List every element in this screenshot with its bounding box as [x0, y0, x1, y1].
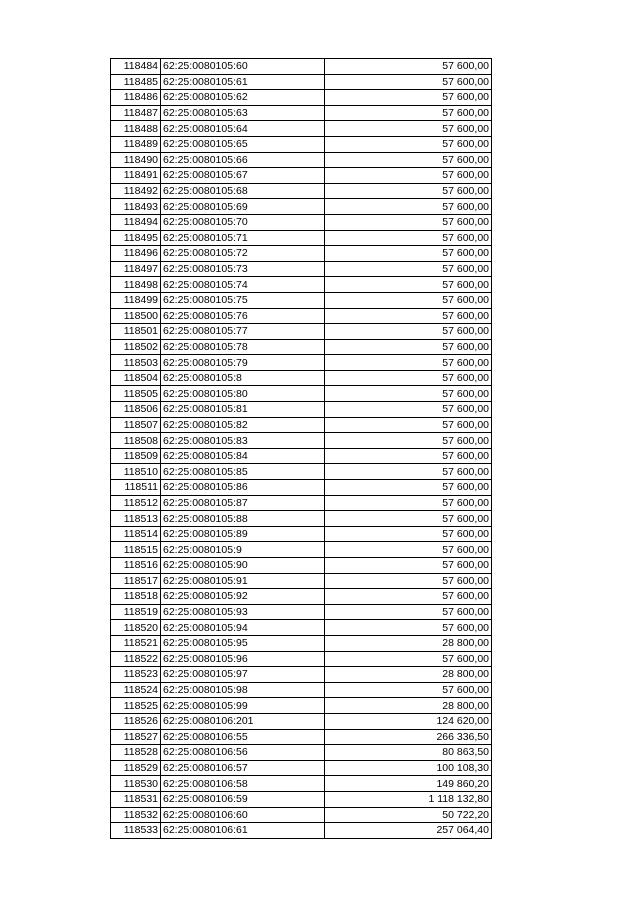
value-cell: 57 600,00	[325, 121, 492, 137]
value-cell: 57 600,00	[325, 292, 492, 308]
row-number-cell: 118499	[111, 292, 161, 308]
cadastral-number-cell: 62:25:0080105:83	[161, 433, 325, 449]
value-cell: 57 600,00	[325, 277, 492, 293]
value-cell: 57 600,00	[325, 90, 492, 106]
value-cell: 57 600,00	[325, 168, 492, 184]
cadastral-number-cell: 62:25:0080105:91	[161, 573, 325, 589]
table-row	[111, 183, 492, 199]
cadastral-number-cell: 62:25:0080105:76	[161, 308, 325, 324]
cadastral-number-cell: 62:25:0080105:95	[161, 635, 325, 651]
cadastral-number-cell: 62:25:0080106:56	[161, 745, 325, 761]
row-number-cell: 118514	[111, 526, 161, 542]
table-row	[111, 667, 492, 683]
value-cell: 57 600,00	[325, 214, 492, 230]
row-number-cell: 118517	[111, 573, 161, 589]
table-row	[111, 589, 492, 605]
row-number-cell: 118526	[111, 713, 161, 729]
table-row	[111, 713, 492, 729]
row-number-cell: 118518	[111, 589, 161, 605]
value-cell: 50 722,20	[325, 807, 492, 823]
row-number-cell: 118525	[111, 698, 161, 714]
value-cell: 57 600,00	[325, 464, 492, 480]
row-number-cell: 118520	[111, 620, 161, 636]
row-number-cell: 118491	[111, 168, 161, 184]
table-row	[111, 105, 492, 121]
row-number-cell: 118504	[111, 370, 161, 386]
value-cell: 57 600,00	[325, 480, 492, 496]
cadastral-number-cell: 62:25:0080105:82	[161, 417, 325, 433]
cadastral-number-cell: 62:25:0080106:59	[161, 791, 325, 807]
cadastral-number-cell: 62:25:0080106:61	[161, 823, 325, 839]
cadastral-number-cell: 62:25:0080105:86	[161, 480, 325, 496]
row-number-cell: 118515	[111, 542, 161, 558]
row-number-cell: 118519	[111, 604, 161, 620]
table-row	[111, 620, 492, 636]
table-row	[111, 355, 492, 371]
value-cell: 57 600,00	[325, 573, 492, 589]
row-number-cell: 118500	[111, 308, 161, 324]
table-row	[111, 168, 492, 184]
table-row	[111, 542, 492, 558]
value-cell: 57 600,00	[325, 448, 492, 464]
row-number-cell: 118492	[111, 183, 161, 199]
row-number-cell: 118501	[111, 324, 161, 340]
row-number-cell: 118527	[111, 729, 161, 745]
table-row	[111, 59, 492, 75]
cadastral-number-cell: 62:25:0080105:61	[161, 74, 325, 90]
value-cell: 28 800,00	[325, 698, 492, 714]
cadastral-number-cell: 62:25:0080105:71	[161, 230, 325, 246]
row-number-cell: 118522	[111, 651, 161, 667]
cadastral-number-cell: 62:25:0080105:73	[161, 261, 325, 277]
cadastral-number-cell: 62:25:0080105:85	[161, 464, 325, 480]
value-cell: 57 600,00	[325, 526, 492, 542]
table-row	[111, 495, 492, 511]
table-row	[111, 511, 492, 527]
cadastral-number-cell: 62:25:0080105:72	[161, 246, 325, 262]
table-row	[111, 573, 492, 589]
value-cell: 57 600,00	[325, 105, 492, 121]
row-number-cell: 118512	[111, 495, 161, 511]
data-table	[110, 58, 492, 839]
cadastral-number-cell: 62:25:0080105:60	[161, 59, 325, 75]
cadastral-number-cell: 62:25:0080105:77	[161, 324, 325, 340]
value-cell: 57 600,00	[325, 324, 492, 340]
row-number-cell: 118493	[111, 199, 161, 215]
row-number-cell: 118489	[111, 136, 161, 152]
value-cell: 124 620,00	[325, 713, 492, 729]
cadastral-number-cell: 62:25:0080105:75	[161, 292, 325, 308]
row-number-cell: 118494	[111, 214, 161, 230]
table-row	[111, 136, 492, 152]
cadastral-number-cell: 62:25:0080105:9	[161, 542, 325, 558]
table-row	[111, 448, 492, 464]
value-cell: 57 600,00	[325, 370, 492, 386]
table-row	[111, 277, 492, 293]
cadastral-number-cell: 62:25:0080105:80	[161, 386, 325, 402]
row-number-cell: 118507	[111, 417, 161, 433]
value-cell: 57 600,00	[325, 402, 492, 418]
table-row	[111, 433, 492, 449]
table-row	[111, 292, 492, 308]
table-row	[111, 324, 492, 340]
row-number-cell: 118485	[111, 74, 161, 90]
value-cell: 57 600,00	[325, 355, 492, 371]
value-cell: 57 600,00	[325, 495, 492, 511]
row-number-cell: 118516	[111, 558, 161, 574]
cadastral-number-cell: 62:25:0080106:58	[161, 776, 325, 792]
table-row	[111, 339, 492, 355]
cadastral-number-cell: 62:25:0080105:99	[161, 698, 325, 714]
table-row	[111, 199, 492, 215]
value-cell: 57 600,00	[325, 417, 492, 433]
table-body	[111, 59, 492, 839]
table-row	[111, 807, 492, 823]
value-cell: 57 600,00	[325, 183, 492, 199]
value-cell: 1 118 132,80	[325, 791, 492, 807]
table-row	[111, 308, 492, 324]
value-cell: 57 600,00	[325, 651, 492, 667]
value-cell: 28 800,00	[325, 667, 492, 683]
cadastral-number-cell: 62:25:0080106:201	[161, 713, 325, 729]
row-number-cell: 118529	[111, 760, 161, 776]
table-row	[111, 635, 492, 651]
table-row	[111, 402, 492, 418]
row-number-cell: 118508	[111, 433, 161, 449]
value-cell: 100 108,30	[325, 760, 492, 776]
table-row	[111, 370, 492, 386]
table-row	[111, 776, 492, 792]
row-number-cell: 118498	[111, 277, 161, 293]
row-number-cell: 118495	[111, 230, 161, 246]
table-row	[111, 729, 492, 745]
table-row	[111, 745, 492, 761]
row-number-cell: 118523	[111, 667, 161, 683]
value-cell: 57 600,00	[325, 74, 492, 90]
cadastral-number-cell: 62:25:0080105:62	[161, 90, 325, 106]
value-cell: 57 600,00	[325, 261, 492, 277]
row-number-cell: 118487	[111, 105, 161, 121]
value-cell: 257 064,40	[325, 823, 492, 839]
table-row	[111, 651, 492, 667]
row-number-cell: 118528	[111, 745, 161, 761]
value-cell: 57 600,00	[325, 589, 492, 605]
value-cell: 57 600,00	[325, 620, 492, 636]
cadastral-number-cell: 62:25:0080105:79	[161, 355, 325, 371]
value-cell: 80 863,50	[325, 745, 492, 761]
table-row	[111, 464, 492, 480]
cadastral-number-cell: 62:25:0080105:84	[161, 448, 325, 464]
cadastral-number-cell: 62:25:0080105:81	[161, 402, 325, 418]
cadastral-number-cell: 62:25:0080106:57	[161, 760, 325, 776]
cadastral-number-cell: 62:25:0080105:67	[161, 168, 325, 184]
cadastral-number-cell: 62:25:0080106:55	[161, 729, 325, 745]
table-row	[111, 152, 492, 168]
row-number-cell: 118505	[111, 386, 161, 402]
cadastral-number-cell: 62:25:0080105:96	[161, 651, 325, 667]
cadastral-number-cell: 62:25:0080105:89	[161, 526, 325, 542]
row-number-cell: 118511	[111, 480, 161, 496]
row-number-cell: 118490	[111, 152, 161, 168]
value-cell: 57 600,00	[325, 308, 492, 324]
row-number-cell: 118502	[111, 339, 161, 355]
table-row	[111, 90, 492, 106]
cadastral-number-cell: 62:25:0080105:70	[161, 214, 325, 230]
row-number-cell: 118530	[111, 776, 161, 792]
cadastral-number-cell: 62:25:0080105:78	[161, 339, 325, 355]
table-row	[111, 121, 492, 137]
table-row	[111, 760, 492, 776]
value-cell: 28 800,00	[325, 635, 492, 651]
value-cell: 57 600,00	[325, 59, 492, 75]
cadastral-number-cell: 62:25:0080105:94	[161, 620, 325, 636]
cadastral-number-cell: 62:25:0080105:63	[161, 105, 325, 121]
table-row	[111, 682, 492, 698]
table-row	[111, 558, 492, 574]
cadastral-number-cell: 62:25:0080105:97	[161, 667, 325, 683]
value-cell: 57 600,00	[325, 558, 492, 574]
value-cell: 57 600,00	[325, 136, 492, 152]
value-cell: 266 336,50	[325, 729, 492, 745]
cadastral-number-cell: 62:25:0080105:68	[161, 183, 325, 199]
table-row	[111, 526, 492, 542]
table-row	[111, 230, 492, 246]
value-cell: 57 600,00	[325, 682, 492, 698]
row-number-cell: 118506	[111, 402, 161, 418]
value-cell: 57 600,00	[325, 511, 492, 527]
cadastral-number-cell: 62:25:0080105:90	[161, 558, 325, 574]
row-number-cell: 118524	[111, 682, 161, 698]
row-number-cell: 118521	[111, 635, 161, 651]
cadastral-number-cell: 62:25:0080105:93	[161, 604, 325, 620]
table-row	[111, 417, 492, 433]
value-cell: 57 600,00	[325, 542, 492, 558]
row-number-cell: 118503	[111, 355, 161, 371]
row-number-cell: 118509	[111, 448, 161, 464]
cadastral-number-cell: 62:25:0080105:74	[161, 277, 325, 293]
row-number-cell: 118497	[111, 261, 161, 277]
value-cell: 149 860,20	[325, 776, 492, 792]
value-cell: 57 600,00	[325, 604, 492, 620]
table-row	[111, 823, 492, 839]
cadastral-number-cell: 62:25:0080105:69	[161, 199, 325, 215]
value-cell: 57 600,00	[325, 433, 492, 449]
value-cell: 57 600,00	[325, 230, 492, 246]
cadastral-number-cell: 62:25:0080105:65	[161, 136, 325, 152]
cadastral-number-cell: 62:25:0080105:8	[161, 370, 325, 386]
cadastral-number-cell: 62:25:0080106:60	[161, 807, 325, 823]
row-number-cell: 118496	[111, 246, 161, 262]
row-number-cell: 118513	[111, 511, 161, 527]
cadastral-number-cell: 62:25:0080105:64	[161, 121, 325, 137]
table-row	[111, 246, 492, 262]
row-number-cell: 118486	[111, 90, 161, 106]
table-row	[111, 698, 492, 714]
row-number-cell: 118484	[111, 59, 161, 75]
table-row	[111, 74, 492, 90]
cadastral-number-cell: 62:25:0080105:66	[161, 152, 325, 168]
table-row	[111, 261, 492, 277]
row-number-cell: 118532	[111, 807, 161, 823]
table-row	[111, 214, 492, 230]
row-number-cell: 118510	[111, 464, 161, 480]
table-row	[111, 480, 492, 496]
table-row	[111, 791, 492, 807]
value-cell: 57 600,00	[325, 339, 492, 355]
table-row	[111, 604, 492, 620]
cadastral-number-cell: 62:25:0080105:98	[161, 682, 325, 698]
table-row	[111, 386, 492, 402]
value-cell: 57 600,00	[325, 246, 492, 262]
value-cell: 57 600,00	[325, 152, 492, 168]
row-number-cell: 118531	[111, 791, 161, 807]
row-number-cell: 118488	[111, 121, 161, 137]
cadastral-number-cell: 62:25:0080105:87	[161, 495, 325, 511]
cadastral-number-cell: 62:25:0080105:88	[161, 511, 325, 527]
row-number-cell: 118533	[111, 823, 161, 839]
value-cell: 57 600,00	[325, 386, 492, 402]
cadastral-number-cell: 62:25:0080105:92	[161, 589, 325, 605]
value-cell: 57 600,00	[325, 199, 492, 215]
